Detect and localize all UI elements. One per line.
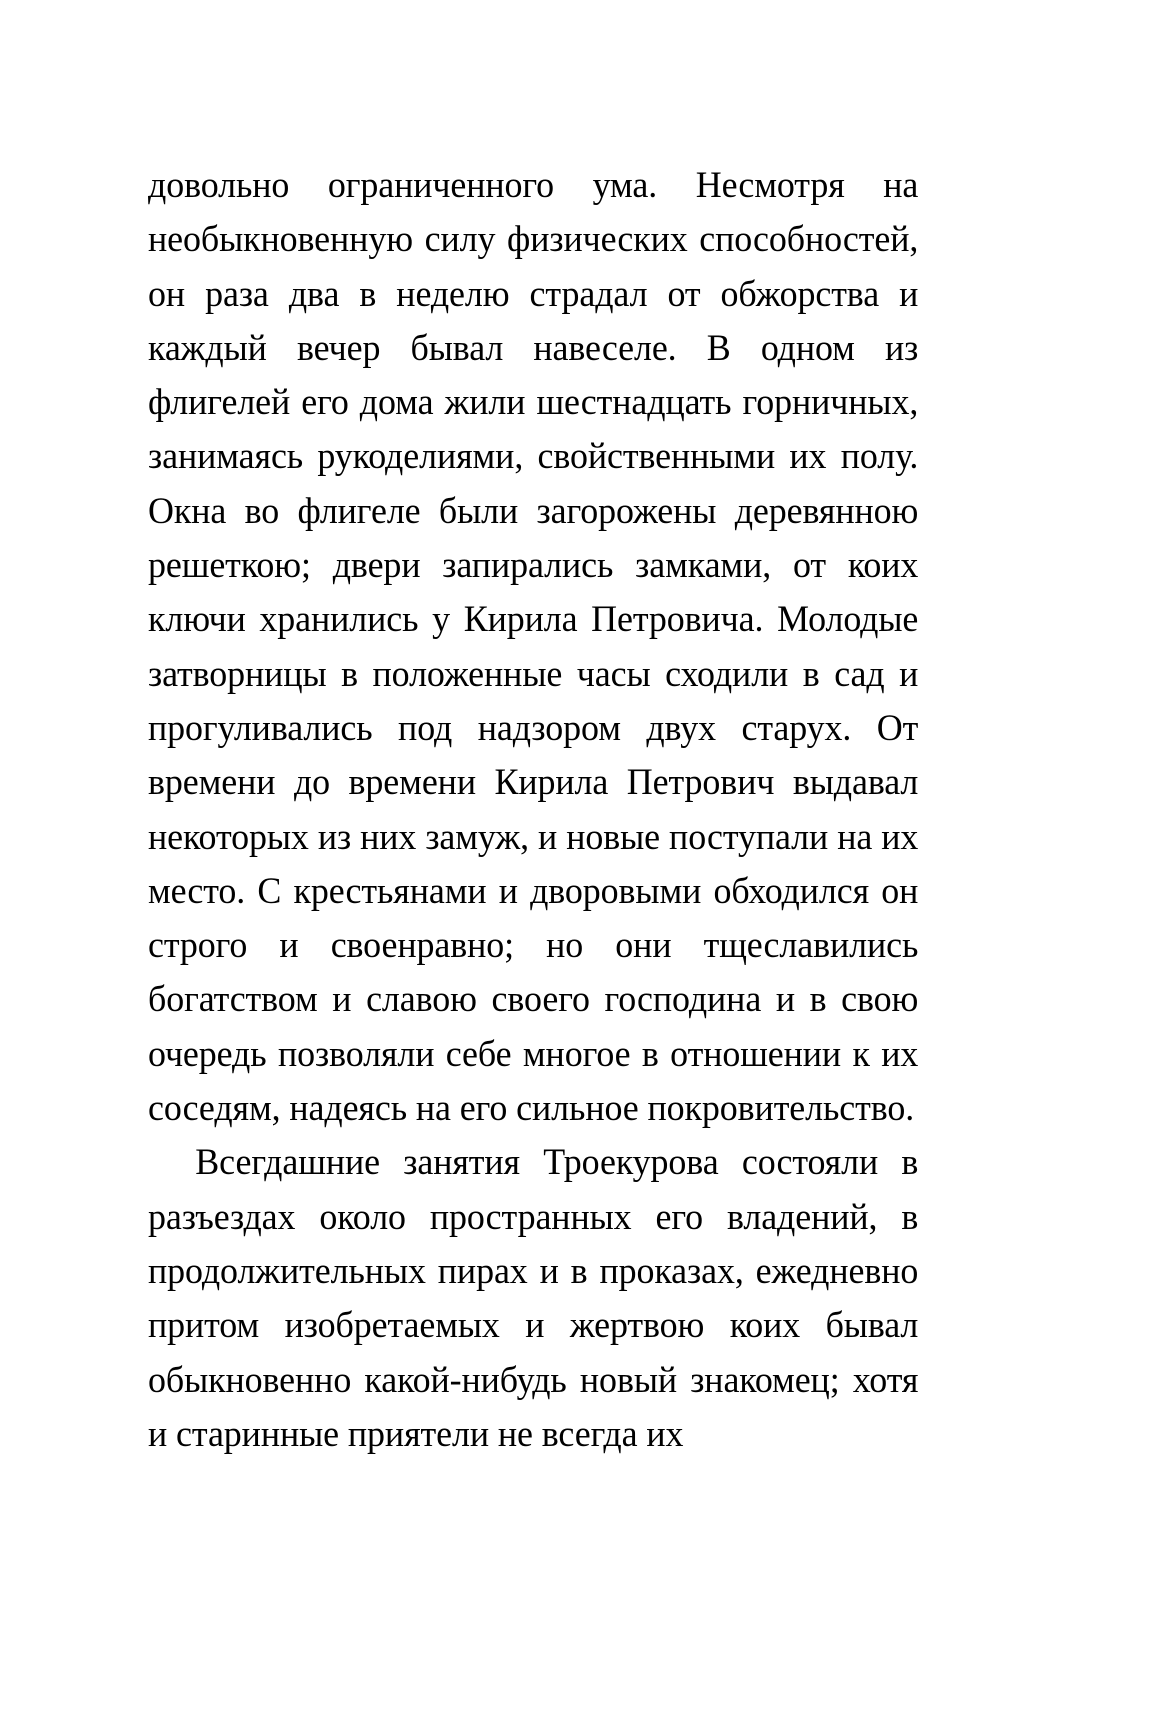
body-paragraph-vsegdashnie: Всегдашние занятия Троекурова состояли в разъездах около пространных его владений, в продолжительных пирах и в проказах, ежедневно притом изобретаемых и жертвою коих бывал обыкновенно какой-нибудь новый знакомец; хотя и старинные приятели не всегда их <box>148 1141 919 1454</box>
body-paragraph-continuation: довольно ограниченного ума. Несмотря на необыкновенную силу физических способностей, он раза два в неделю страдал от обжорства и каждый вечер бывал навеселе. В одном из флигелей его дома жили шестнадцать горничных, занимаясь рукоделиями, свойственными их полу. Окна во флигеле были загорожены деревянною решеткою; двери запирались замками, от коих ключи хранились у Кирила Петровича. Молодые затворницы в положенные часы сходили в сад и прогуливались под надзором двух старух. От времени до времени Кирила Петрович выдавал некоторых из них замуж, и новые поступали на их место. С крестьянами и дворовыми обходился он строго и своенравно; но они тщеславились богатством и славою своего господина и в свою очередь позволяли себе многое в отношении к их соседям, надеясь на его сильное покровительство. <box>148 164 919 1129</box>
text-column <box>148 158 930 1461</box>
